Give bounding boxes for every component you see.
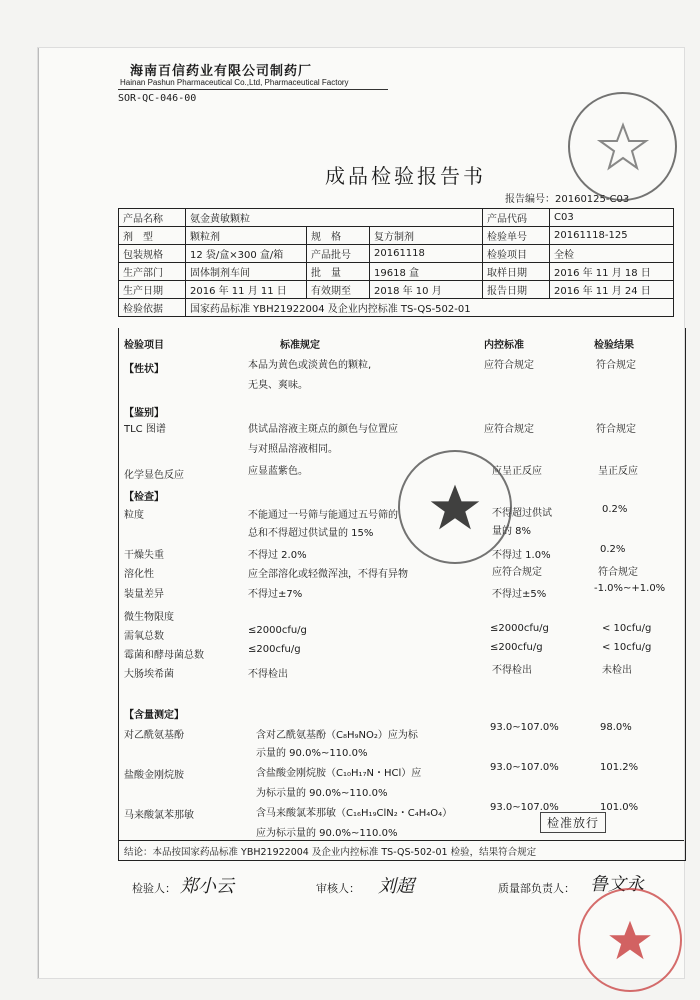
product-name-value: 氨金黄敏颗粒	[186, 209, 483, 227]
table-row: 包装规格 12 袋/盒×300 盒/箱 产品批号 20161118 检验项目 全检	[119, 245, 674, 263]
reviewer-signature: 刘超	[378, 876, 414, 897]
qa-seal-center	[398, 450, 512, 564]
document-code: SOR-QC-046-00	[118, 93, 197, 104]
header-test-item: 检验项目	[124, 340, 164, 351]
inspector-signature: 郑小云	[180, 876, 234, 897]
qa-manager-signature: 鲁文永	[590, 874, 644, 895]
table-row: 生产日期 2016 年 11 月 11 日 有效期至 2018 年 10 月 报告日期 2016 年 11 月 24 日	[119, 281, 674, 299]
header-internal-standard: 内控标准	[484, 340, 524, 351]
header-rule	[118, 89, 388, 90]
section-assay: 【含量测定】	[124, 710, 184, 721]
company-name-en: Hainan Pashun Pharmaceutical Co.,Ltd, Pharmaceutical Factory	[120, 78, 349, 87]
header-result: 检验结果	[594, 340, 634, 351]
seal-star-icon	[593, 117, 653, 177]
page-title: 成品检验报告书	[325, 164, 486, 188]
company-name-cn: 海南百信药业有限公司制药厂	[130, 64, 313, 79]
report-number: 报告编号：20160125-C03	[505, 194, 630, 205]
table-row: 剂 型 颗粒剂 规 格 复方制剂 检验单号 20161118-125	[119, 227, 674, 245]
section-identification: 【鉴别】	[124, 408, 164, 419]
test-results-frame	[118, 328, 686, 861]
inspector-label: 检验人：	[132, 882, 176, 895]
seal-star-icon	[606, 916, 654, 964]
table-row: 检验依据 国家药品标准 YBH21922004 及企业内控标准 TS-QS-502-01	[119, 299, 674, 317]
qa-manager-label: 质量部负责人：	[498, 882, 575, 895]
section-character: 【性状】	[124, 364, 164, 375]
company-seal-red	[578, 888, 682, 992]
reviewer-label: 审核人：	[316, 882, 360, 895]
table-row: 生产部门 固体制剂车间 批 量 19618 盒 取样日期 2016 年 11 月 18 日	[119, 263, 674, 281]
table-row: 产品名称 氨金黄敏颗粒 产品代码 C03	[119, 209, 674, 227]
conclusion-text: 结论：本品按国家药品标准 YBH21922004 及企业内控标准 TS-QS-502-01 检验，结果符合规定	[124, 847, 537, 858]
seal-star-icon	[427, 479, 483, 535]
release-stamp: 检准放行	[540, 812, 606, 833]
section-inspection: 【检查】	[124, 492, 164, 503]
company-seal-top	[568, 92, 677, 201]
header-standard: 标准规定	[280, 340, 320, 351]
product-info-table	[118, 208, 674, 317]
